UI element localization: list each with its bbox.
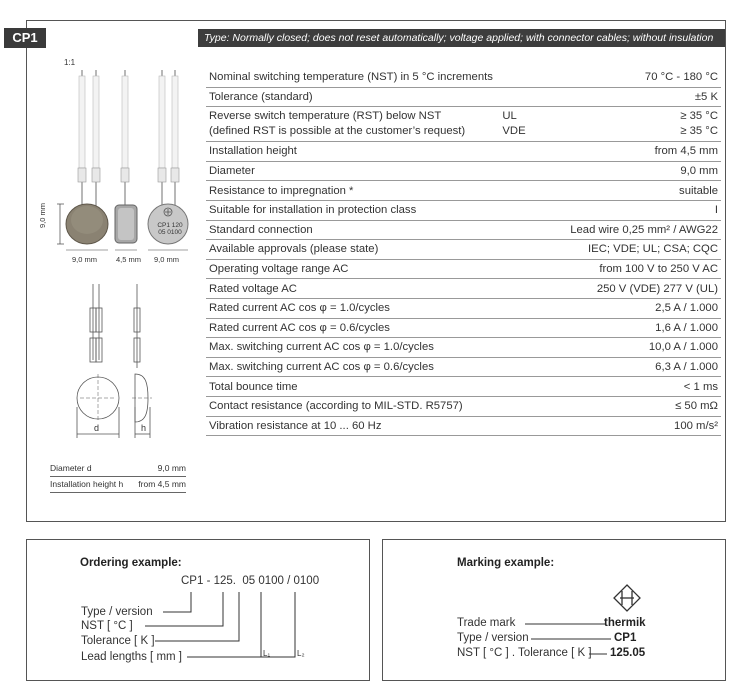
- height-label: 9,0 mm: [38, 202, 47, 228]
- spec-label: Contact resistance (according to MIL-STD. R5757): [206, 396, 499, 416]
- spec-condition: [499, 279, 565, 299]
- spec-row: [206, 181, 721, 201]
- spec-condition: [499, 298, 565, 318]
- spec-row: [206, 318, 721, 338]
- spec-value: ≥ 35 °C ≥ 35 °C: [565, 107, 721, 142]
- dimension-table: [50, 461, 186, 493]
- spec-row: [206, 396, 721, 416]
- spec-value: IEC; VDE; UL; CSA; CQC: [565, 240, 721, 260]
- spec-label: Max. switching current AC cos φ = 0.6/cycles: [206, 357, 499, 377]
- spec-condition: UL VDE: [499, 107, 565, 142]
- marking-value-trademark: thermik: [604, 617, 646, 629]
- width-label-back: 9,0 mm: [154, 255, 180, 264]
- spec-row: [206, 220, 721, 240]
- ordering-title: Ordering example:: [80, 557, 182, 569]
- spec-condition: [499, 161, 565, 181]
- spec-row: [206, 87, 721, 107]
- marking-label-trademark: Trade mark: [457, 617, 516, 629]
- spec-row: [206, 338, 721, 358]
- drawing-scale: 1:1: [64, 58, 76, 67]
- ordering-label-tolerance: Tolerance [ K ]: [81, 635, 155, 647]
- spec-label: Operating voltage range AC: [206, 259, 499, 279]
- ordering-l1: L₁: [263, 649, 271, 658]
- type-description-bar: Type: Normally closed; does not reset automatically; voltage applied; with connector cables; without insulation: [198, 29, 725, 47]
- spec-condition: [499, 377, 565, 397]
- spec-value: Lead wire 0,25 mm² / AWG22: [565, 220, 721, 240]
- spec-label: Rated voltage AC: [206, 279, 499, 299]
- specification-table: [206, 68, 721, 436]
- spec-value: suitable: [565, 181, 721, 201]
- ordering-code: CP1 - 125. 05 0100 / 0100: [181, 575, 320, 587]
- spec-label: Rated current AC cos φ = 0.6/cycles: [206, 318, 499, 338]
- spec-value: from 4,5 mm: [565, 142, 721, 162]
- product-code-tab: CP1: [4, 28, 46, 48]
- spec-row: [206, 200, 721, 220]
- spec-value: 70 °C - 180 °C: [565, 68, 721, 87]
- marking-label-nst: NST [ °C ] . Tolerance [ K ]: [457, 647, 592, 659]
- spec-label: Max. switching current AC cos φ = 1.0/cycles: [206, 338, 499, 358]
- marking-value-nst: 125.05: [610, 647, 646, 659]
- marking-connectors: [383, 540, 725, 680]
- spec-value: 100 m/s²: [565, 416, 721, 436]
- spec-condition: [499, 200, 565, 220]
- spec-condition: [499, 318, 565, 338]
- spec-label: Tolerance (standard): [206, 87, 499, 107]
- spec-row: [206, 161, 721, 181]
- spec-label: Standard connection: [206, 220, 499, 240]
- spec-condition: [499, 220, 565, 240]
- spec-value: 9,0 mm: [565, 161, 721, 181]
- spec-label: Resistance to impregnation *: [206, 181, 499, 201]
- outline-side-view: [132, 284, 152, 438]
- marking-value-type: CP1: [614, 632, 637, 644]
- spec-row: [206, 107, 721, 142]
- dim-h-label: h: [141, 423, 147, 433]
- spec-value: < 1 ms: [565, 377, 721, 397]
- spec-row: [206, 416, 721, 436]
- spec-condition: [499, 240, 565, 260]
- spec-row: [206, 279, 721, 299]
- spec-condition: [499, 416, 565, 436]
- spec-value: 6,3 A / 1.000: [565, 357, 721, 377]
- spec-row: [206, 68, 721, 87]
- spec-label: Total bounce time: [206, 377, 499, 397]
- spec-row: [206, 298, 721, 318]
- side-view: [115, 70, 137, 243]
- ordering-label-nst: NST [ °C ]: [81, 620, 133, 632]
- width-label-side: 4,5 mm: [116, 255, 142, 264]
- width-label-front: 9,0 mm: [72, 255, 98, 264]
- spec-row: [206, 259, 721, 279]
- spec-value: 250 V (VDE) 277 V (UL): [565, 279, 721, 299]
- marking-title: Marking example:: [457, 557, 555, 569]
- spec-condition: [499, 142, 565, 162]
- spec-value: 2,5 A / 1.000: [565, 298, 721, 318]
- spec-label: Reverse switch temperature (RST) below NST (defined RST is possible at the customer’s request): [206, 107, 499, 142]
- dim-d-label: d: [94, 423, 100, 433]
- marking-label-type: Type / version: [457, 632, 529, 644]
- dimension-row-height: Installation height h from 4,5 mm: [50, 477, 186, 493]
- spec-value: I: [565, 200, 721, 220]
- spec-value: 10,0 A / 1.000: [565, 338, 721, 358]
- spec-label: Rated current AC cos φ = 1.0/cycles: [206, 298, 499, 318]
- spec-value: 1,6 A / 1.000: [565, 318, 721, 338]
- spec-condition: [499, 357, 565, 377]
- marking-example-box: [382, 539, 726, 681]
- back-view: [148, 70, 188, 244]
- spec-row: [206, 142, 721, 162]
- ordering-label-type: Type / version: [81, 606, 153, 618]
- spec-row: [206, 357, 721, 377]
- spec-label: Diameter: [206, 161, 499, 181]
- ordering-example-box: [26, 539, 370, 681]
- ordering-label-leads: Lead lengths [ mm ]: [81, 651, 182, 663]
- front-view: [66, 70, 108, 244]
- spec-label: Installation height: [206, 142, 499, 162]
- dimension-row-diameter: Diameter d 9,0 mm: [50, 461, 186, 477]
- ordering-l2: L₂: [297, 649, 305, 658]
- spec-value: ±5 K: [565, 87, 721, 107]
- disc-marking: CP1 120 05 0100: [157, 222, 183, 236]
- spec-condition: [499, 68, 565, 87]
- spec-condition: [499, 181, 565, 201]
- spec-condition: [499, 87, 565, 107]
- spec-condition: [499, 396, 565, 416]
- outline-front-view: [77, 284, 119, 438]
- spec-label: Vibration resistance at 10 ... 60 Hz: [206, 416, 499, 436]
- spec-value: from 100 V to 250 V AC: [565, 259, 721, 279]
- spec-value: ≤ 50 mΩ: [565, 396, 721, 416]
- spec-condition: [499, 338, 565, 358]
- spec-row: [206, 377, 721, 397]
- spec-label: Suitable for installation in protection class: [206, 200, 499, 220]
- ordering-connectors: [27, 540, 369, 680]
- spec-label: Nominal switching temperature (NST) in 5 °C increments: [206, 68, 499, 87]
- spec-row: [206, 240, 721, 260]
- spec-condition: [499, 259, 565, 279]
- spec-label: Available approvals (please state): [206, 240, 499, 260]
